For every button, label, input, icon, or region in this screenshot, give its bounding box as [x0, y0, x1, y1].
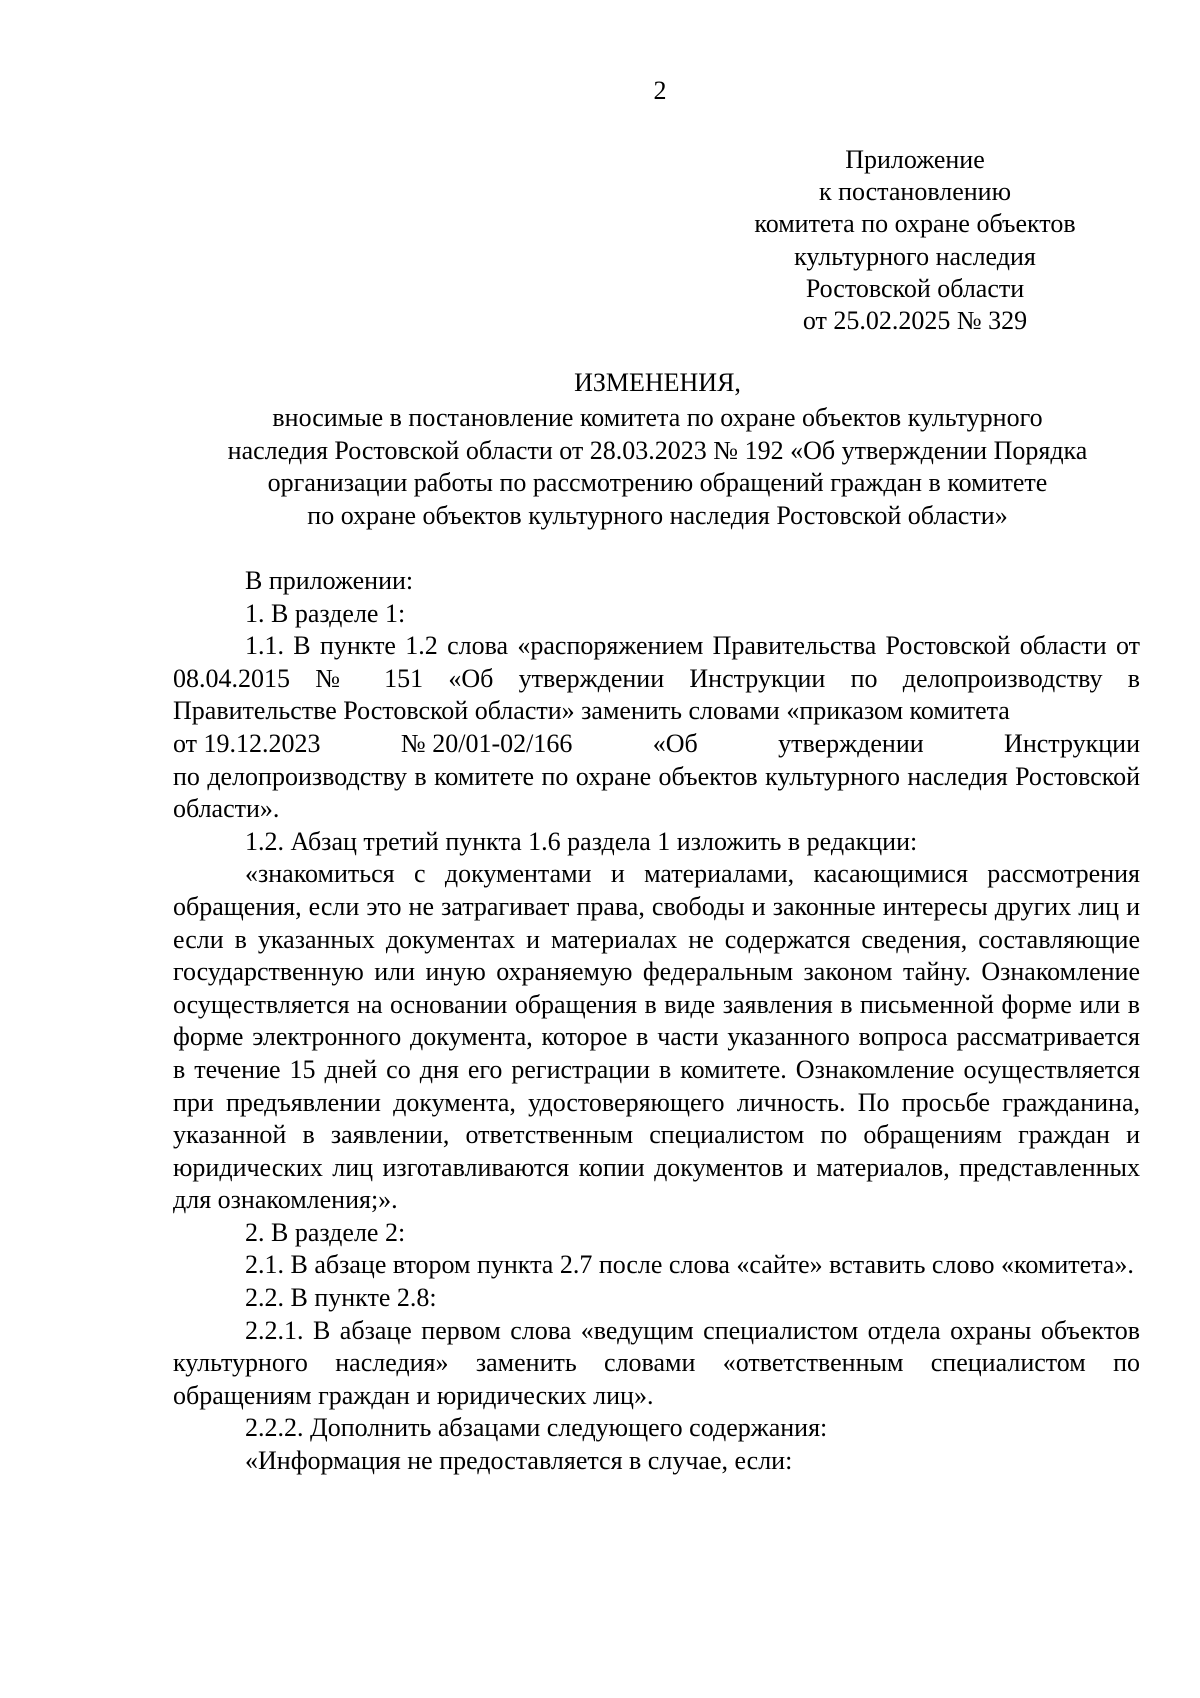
paragraph-1-2-quote: «знакомиться с документами и материалами, касающимися рассмотрения обращения, если это не затрагивает права, свободы и законные интересы других лиц и если в указанных документах и материалах не содержатся сведения, составляющие государственную или иную охраняемую федеральным законом тайну. Ознакомление осуществляется на основании обращения в виде заявления в письменной форме или в форме электронного документа, которое в части указанного вопроса рассматривается в течение 15 дней со дня его регистрации в комитете. Ознакомление осуществляется при предъявлении документа, удостоверяющего личность. По просьбе гражданина, указанной в заявлении, ответственным специалистом по обращениям граждан и юридических лиц изготавливаются копии документов и материалов, представленных для ознакомления;».	[173, 859, 1140, 1215]
subtitle-line: организации работы по рассмотрению обращений граждан в комитете	[267, 468, 1048, 497]
appendix-header	[735, 144, 1095, 337]
paragraph-section-1: 1. В разделе 1:	[245, 598, 406, 628]
spread-word: от 19.12.2023	[173, 728, 321, 758]
paragraph-2-2-2: 2.2.2. Дополнить абзацами следующего содержания:	[245, 1413, 828, 1443]
paragraph-2-2: 2.2. В пункте 2.8:	[245, 1283, 437, 1313]
paragraph-1-2: 1.2. Абзац третий пункта 1.6 раздела 1 изложить в редакции:	[245, 826, 918, 856]
document-title: ИЗМЕНЕНИЯ,	[574, 368, 741, 397]
subtitle-line: вносимые в постановление комитета по охране объектов культурного	[272, 403, 1043, 432]
paragraph-1-1-spread-line	[173, 728, 1140, 761]
spread-word: «Об	[652, 728, 698, 758]
appendix-line: Приложение	[845, 145, 985, 174]
appendix-line: комитета по охране объектов	[754, 209, 1076, 239]
subtitle-line: наследия Ростовской области от 28.03.2023 № 192 «Об утверждении Порядка	[227, 435, 1088, 465]
spread-word: утверждении	[778, 728, 924, 758]
subtitle-line: по охране объектов культурного наследия Ростовской области»	[307, 500, 1008, 530]
document-subtitle	[175, 402, 1140, 532]
paragraph-1-1-tail: по делопроизводству в комитете по охране объектов культурного наследия Ростовской области».	[173, 761, 1140, 824]
appendix-line: от 25.02.2025 № 329	[802, 306, 1028, 336]
appendix-line: Ростовской области	[805, 273, 1025, 303]
page-number: 2	[653, 76, 667, 105]
appendix-line: к постановлению	[818, 177, 1012, 207]
paragraph-section-2: 2. В разделе 2:	[245, 1217, 406, 1247]
paragraph-appendix-intro: В приложении:	[245, 566, 414, 595]
document-body	[173, 565, 1140, 1478]
paragraph-2-2-1: 2.2.1. В абзаце первом слова «ведущим специалистом отдела охраны объектов культурного наследия» заменить словами «ответственным специалистом по обращениям граждан и юридических лиц».	[173, 1315, 1140, 1410]
spread-word: Инструкции	[1004, 728, 1140, 758]
appendix-line: культурного наследия	[794, 241, 1036, 271]
paragraph-2-1: 2.1. В абзаце втором пункта 2.7 после слова «сайте» вставить слово «комитета».	[245, 1250, 1134, 1280]
spread-word: № 20/01-02/166	[400, 728, 573, 758]
paragraph-1-1: 1.1. В пункте 1.2 слова «распоряжением Правительства Ростовской области от 08.04.2015 № 151 «Об утверждении Инструкции по делопроизводству в Правительстве Ростовской области» заменить словами «приказом комитета	[173, 631, 1140, 726]
paragraph-info-quote: «Информация не предоставляется в случае, если:	[245, 1446, 793, 1476]
